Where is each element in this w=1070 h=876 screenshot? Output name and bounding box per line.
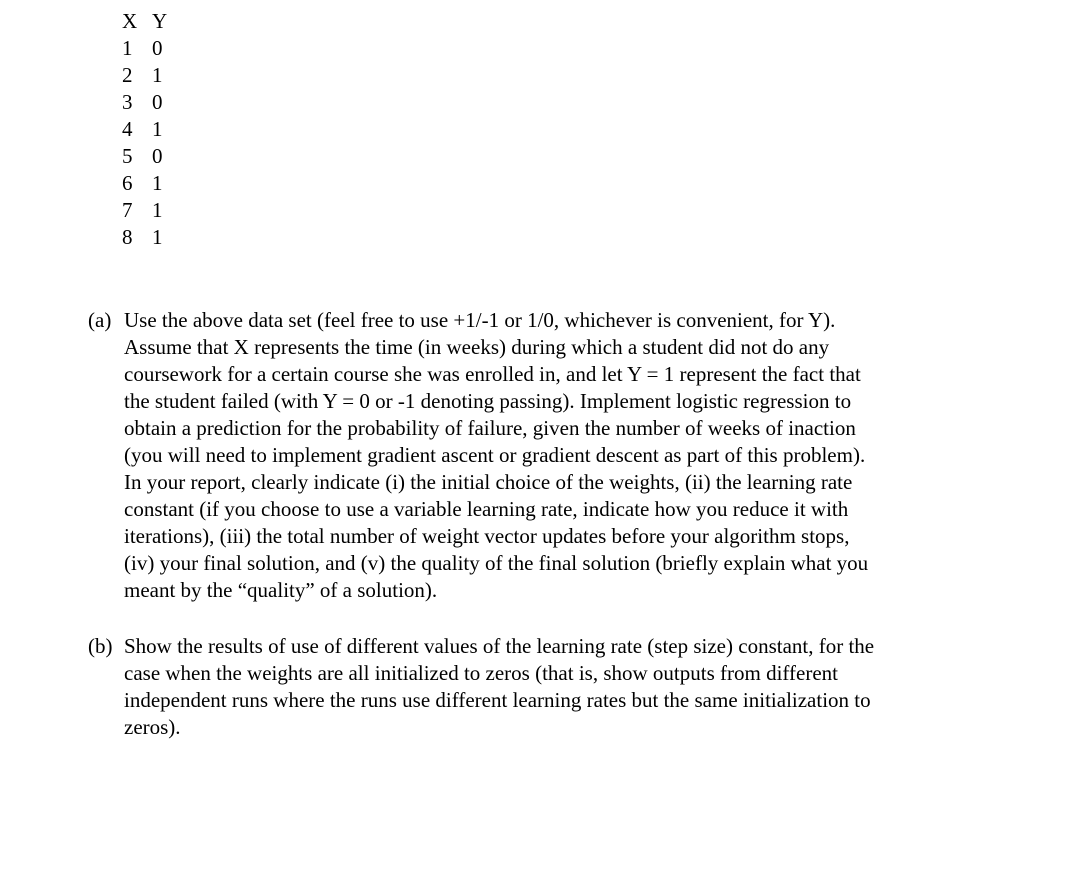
cell-x: 7 (122, 198, 133, 222)
table-row (122, 143, 182, 170)
table-row (122, 89, 182, 116)
cell-y: 1 (152, 225, 163, 249)
table-header-row (122, 8, 182, 35)
cell-x: 2 (122, 63, 133, 87)
question-b-marker: (b) (88, 634, 113, 658)
question-a-text: Use the above data set (feel free to use +1/-1 or 1/0, whichever is convenient, for Y). Assume that X represents the time (in weeks) during which a student did not do any coursework for a certain course she was enrolled in, and let Y = 1 represent the fact that the student failed (with Y = 0 or -1 denoting passing). Implement logistic regression to obtain a prediction for the probability of failure, given the number of weeks of inaction (you will need to implement gradient ascent or gradient descent as part of this problem). In your report, clearly indicate (i) the initial choice of the weights, (ii) the learning rate constant (if you choose to use a variable learning rate, indicate how you reduce it with iterations), (iii) the total number of weight vector updates before your algorithm stops, (iv) your final solution, and (v) the quality of the final solution (briefly explain what you meant by the “quality” of a solution). (124, 308, 869, 602)
cell-y: 0 (152, 90, 163, 114)
question-b-text: Show the results of use of different values of the learning rate (step size) constant, for the case when the weights are all initialized to zeros (that is, show outputs from different independent runs where the runs use different learning rates but the same initialization to zeros). (124, 634, 875, 739)
cell-y: 0 (152, 144, 163, 168)
cell-x: 4 (122, 117, 133, 141)
cell-x: 1 (122, 36, 133, 60)
cell-y: 1 (152, 117, 163, 141)
question-b (88, 633, 988, 741)
question-a-marker: (a) (88, 308, 112, 332)
cell-x: 6 (122, 171, 133, 195)
table-row (122, 62, 182, 89)
table-row (122, 224, 182, 251)
cell-y: 1 (152, 198, 163, 222)
column-header-x: X (122, 9, 138, 33)
table-row (122, 197, 182, 224)
cell-y: 1 (152, 171, 163, 195)
cell-y: 1 (152, 63, 163, 87)
data-table (122, 8, 182, 251)
cell-x: 5 (122, 144, 133, 168)
cell-x: 8 (122, 225, 133, 249)
table-row (122, 170, 182, 197)
column-header-y: Y (152, 9, 168, 33)
question-a (88, 307, 988, 604)
table-row (122, 116, 182, 143)
cell-x: 3 (122, 90, 133, 114)
cell-y: 0 (152, 36, 163, 60)
table-row (122, 35, 182, 62)
